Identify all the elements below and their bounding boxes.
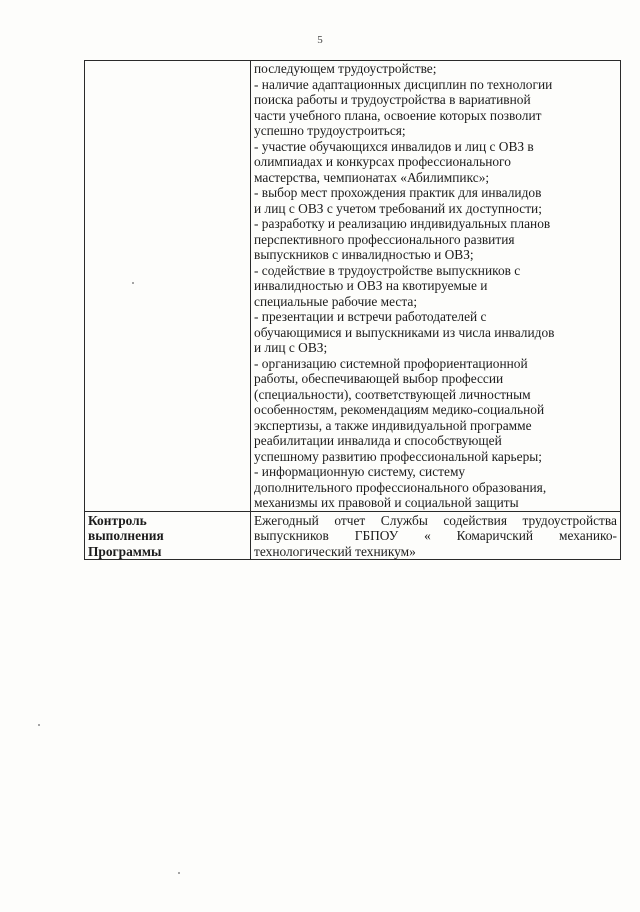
text-line: олимпиадах и конкурсах профессионального [254, 154, 511, 169]
text-line: перспективного профессионального развития [254, 231, 515, 247]
control-label-line: Контроль [88, 512, 147, 528]
text-line: части учебного плана, освоение которых позволит [254, 107, 542, 123]
text-line: особенностям, рекомендациям медико-социальной [254, 402, 545, 417]
text-line: успешно трудоустроиться; [254, 123, 406, 138]
text-line: и лиц с ОВЗ с учетом требований их доступности; [254, 200, 542, 216]
text-line: успешному развитию профессиональной карьеры; [254, 448, 543, 464]
scan-speck [38, 724, 40, 726]
text-line: инвалидностью и ОВЗ на квотируемые и [254, 278, 488, 293]
text-line: работы, обеспечивающей выбор профессии [254, 371, 504, 386]
text-line: и лиц с ОВЗ; [254, 340, 328, 355]
table-row-activities [85, 61, 621, 512]
control-text-cell [251, 511, 621, 560]
page-number: 5 [317, 34, 323, 46]
text-line: последующем трудоустройстве; [254, 61, 437, 76]
activities-text-cell [251, 61, 621, 512]
text-line: дополнительного профессионального образования, [254, 479, 547, 495]
control-label-line: Программы [88, 543, 162, 559]
program-table [84, 60, 621, 560]
text-line: механизмы их правовой и социальной защиты [254, 495, 519, 510]
text-line: обучающимися и выпускниками из числа инвалидов [254, 324, 555, 340]
text-line: мастерства, чемпионатах «Абилимпикс»; [254, 169, 490, 185]
text-line: - наличие адаптационных дисциплин по технологии [254, 76, 553, 92]
text-line: реабилитации инвалида и способствующей [254, 433, 502, 448]
scan-speck [132, 282, 134, 284]
scan-speck [178, 872, 180, 874]
text-line: - презентации и встречи работодателей с [254, 309, 487, 324]
text-line: - участие обучающихся инвалидов и лиц с ОВЗ в [254, 138, 534, 154]
text-line: специальные рабочие места; [254, 293, 418, 309]
text-line: (специальности), соответствующей личностным [254, 386, 531, 402]
text-line: экспертизы, а также индивидуальной программе [254, 417, 532, 433]
text-line: - информационную систему, систему [254, 464, 466, 479]
text-line: выпускников с инвалидностью и ОВЗ; [254, 247, 474, 262]
text-line: - выбор мест прохождения практик для инвалидов [254, 185, 542, 200]
text-line: - содействие в трудоустройстве выпускников с [254, 262, 521, 278]
control-text: Ежегодный отчет Службы содействия трудоустройства выпускников ГБПОУ « Комаричский механико-технологический техникум» [254, 512, 617, 559]
text-line: - организацию системной профориентационной [254, 355, 528, 371]
text-line: поиска работы и трудоустройства в вариативной [254, 92, 531, 107]
text-line: - разработку и реализацию индивидуальных планов [254, 216, 551, 231]
control-label-cell [85, 511, 251, 560]
activities-label-cell [85, 61, 251, 512]
table-row-control [85, 511, 621, 560]
control-label-line: выполнения [88, 528, 164, 543]
